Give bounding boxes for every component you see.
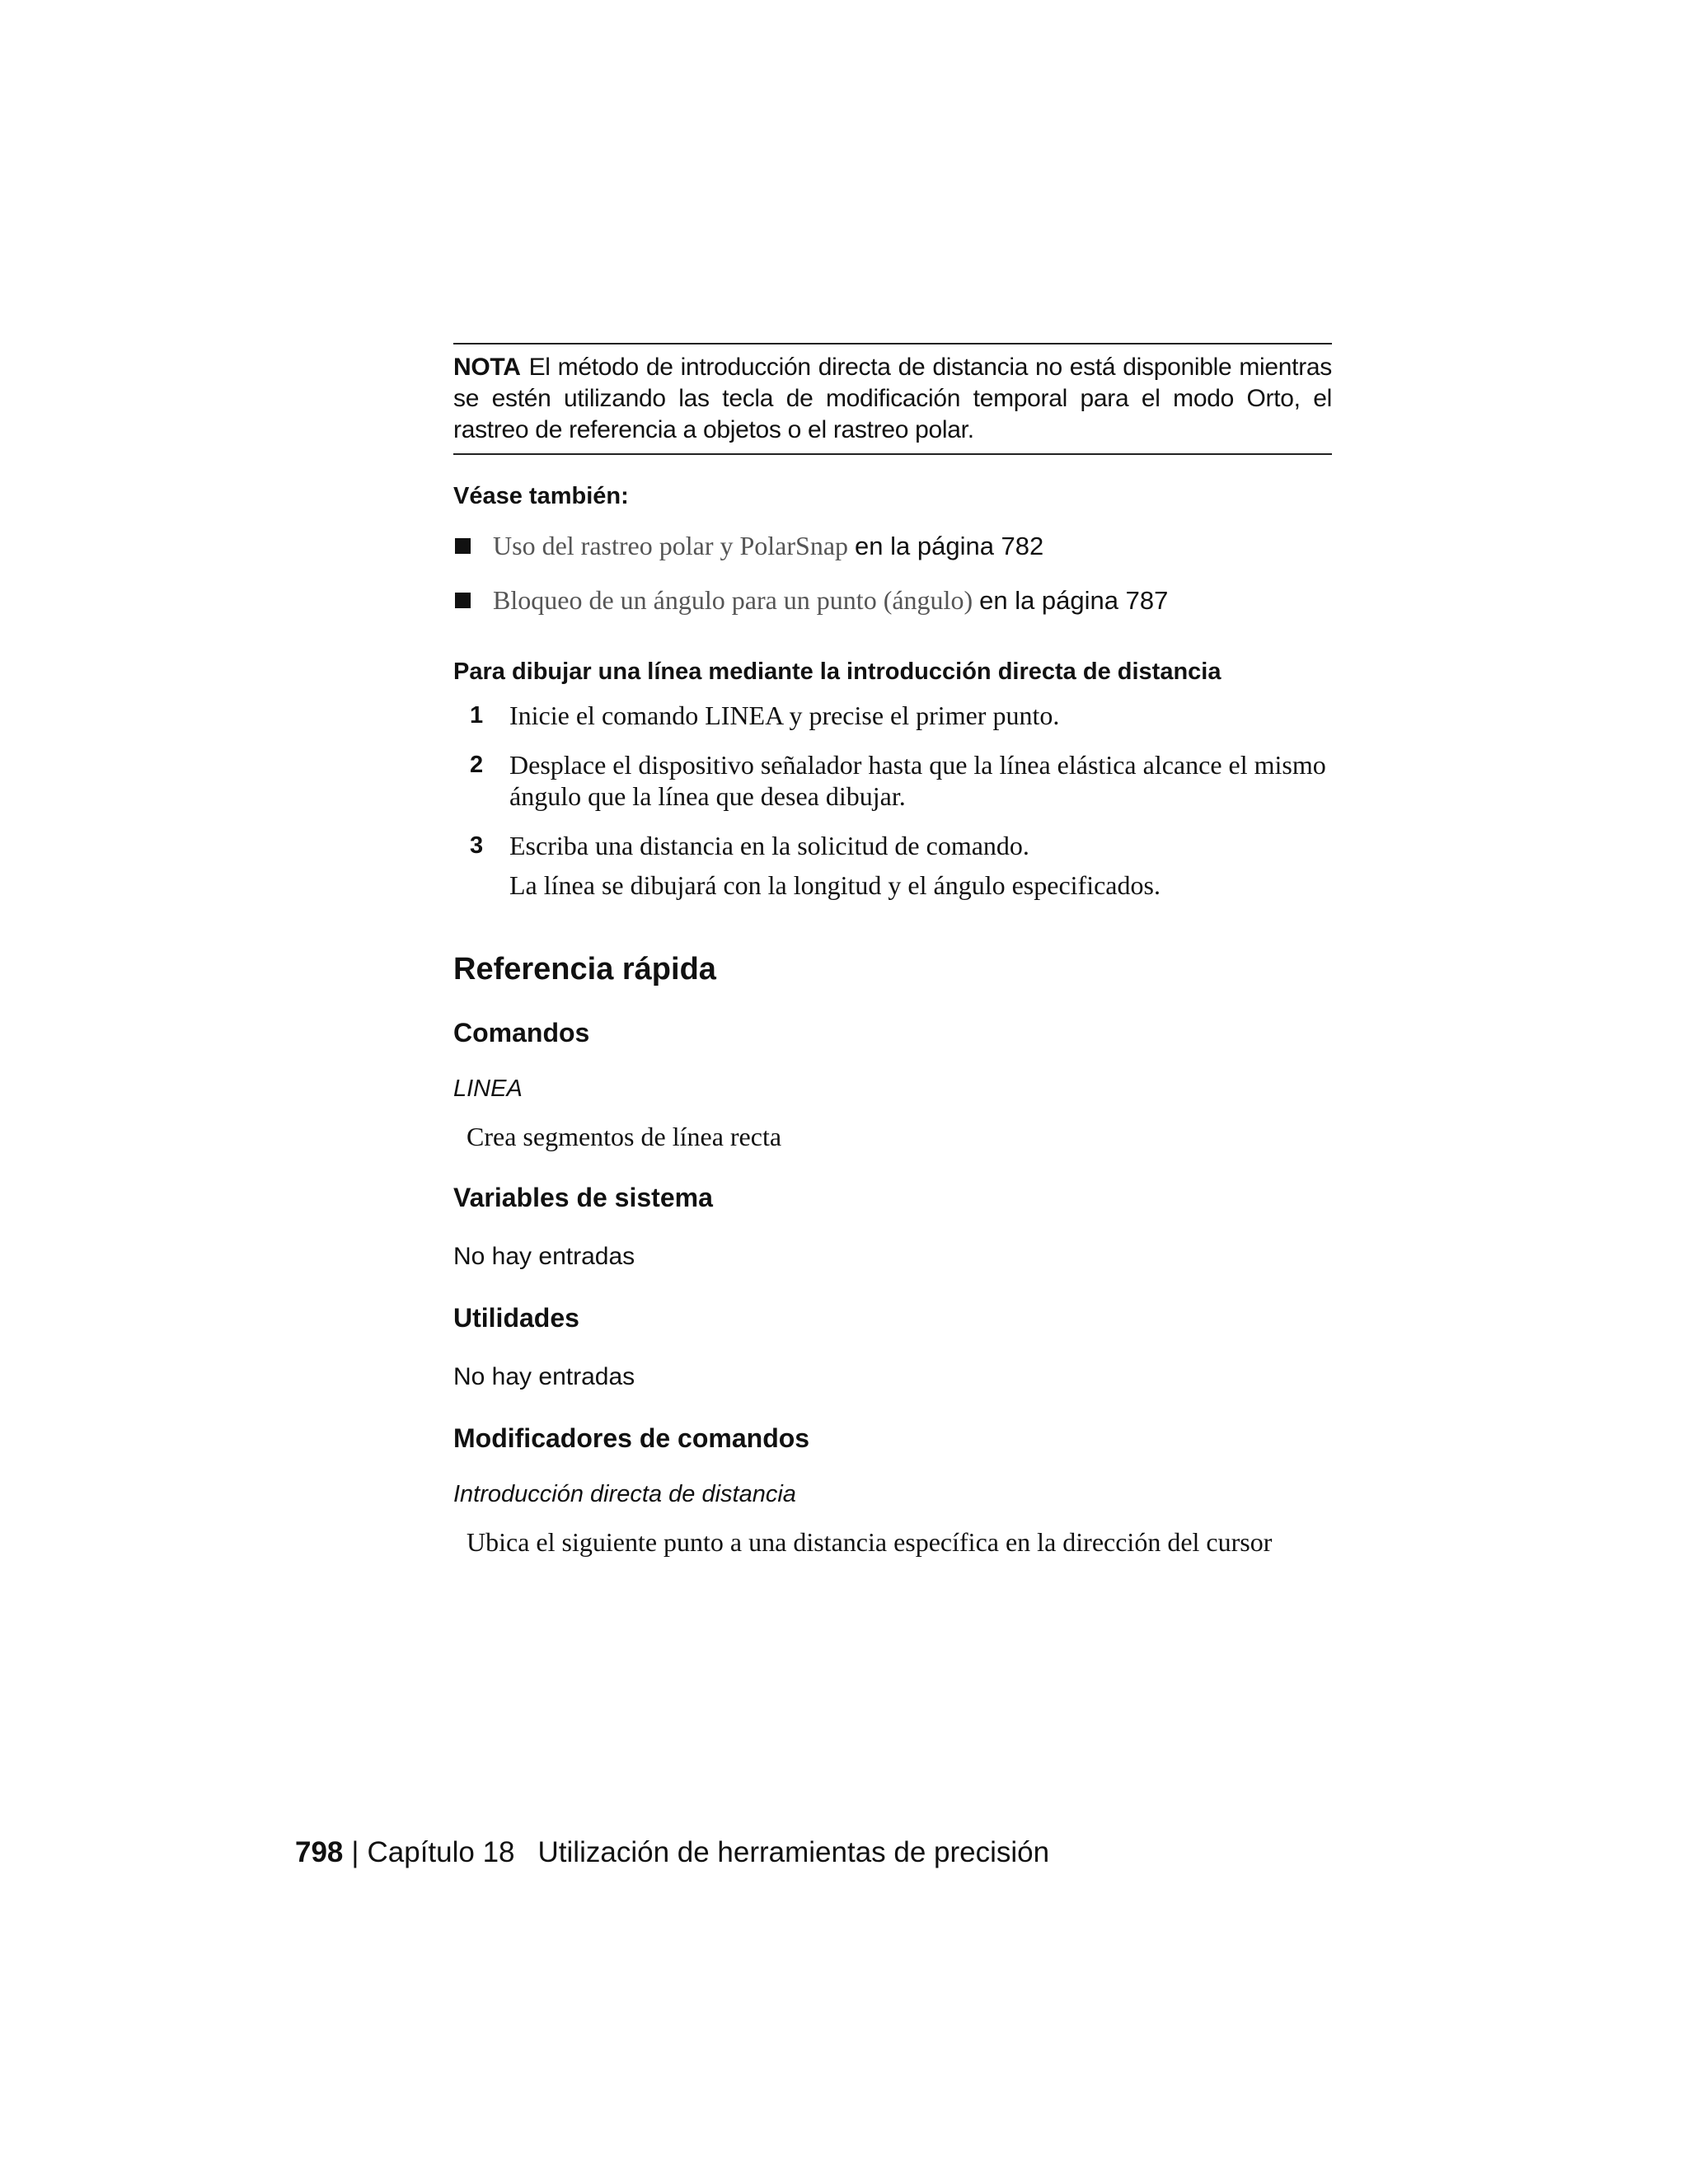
procedure-step <box>453 700 1332 731</box>
note-text: El método de introducción directa de distancia no está disponible mientras se estén utilizando las tecla de modificación temporal para el modo Orto, el rastreo de referencia a objetos o el rastreo polar. <box>453 354 1332 443</box>
see-also-list <box>453 527 1332 635</box>
step-text: Inicie el comando LINEA y precise el primer punto. <box>509 701 1060 730</box>
step-number: 1 <box>470 702 484 729</box>
note-box <box>453 343 1332 455</box>
step-number: 2 <box>470 752 484 778</box>
chapter-title: Utilización de herramientas de precisión <box>537 1836 1050 1868</box>
step-number: 3 <box>470 832 484 859</box>
step-result: La línea se dibujará con la longitud y el ángulo especificados. <box>509 870 1160 900</box>
square-bullet-icon <box>455 538 471 554</box>
see-also-page-ref: en la página 782 <box>855 532 1044 560</box>
see-also-item <box>453 581 1332 635</box>
modifier-name[interactable]: Introducción directa de distancia <box>453 1481 796 1507</box>
footer-separator: | <box>351 1836 359 1868</box>
page-content <box>453 343 1332 1560</box>
procedure-step <box>453 830 1332 901</box>
see-also-item <box>453 527 1332 581</box>
command-name[interactable]: LINEA <box>453 1076 523 1102</box>
step-text: Desplace el dispositivo señalador hasta que la línea elástica alcance el mismo ángulo que la línea que desea dibujar. <box>509 750 1326 811</box>
square-bullet-icon <box>455 593 471 608</box>
page-footer <box>295 1833 1049 1872</box>
command-description: Crea segmentos de línea recta <box>467 1122 782 1151</box>
quick-reference-heading: Referencia rápida <box>453 952 716 987</box>
note-label: NOTA <box>453 354 521 381</box>
page-number: 798 <box>295 1836 344 1868</box>
procedure-heading: Para dibujar una línea mediante la introducción directa de distancia <box>453 658 1221 685</box>
command-modifiers-heading: Modificadores de comandos <box>453 1423 810 1453</box>
see-also-link-polar-tracking[interactable]: Uso del rastreo polar y PolarSnap <box>493 531 849 560</box>
chapter-label: Capítulo 18 <box>367 1836 515 1868</box>
step-text: Escriba una distancia en la solicitud de comando. <box>509 831 1029 860</box>
utilities-entry: No hay entradas <box>453 1363 635 1390</box>
see-also-link-angle-lock[interactable]: Bloqueo de un ángulo para un punto (ángulo) <box>493 585 973 615</box>
modifier-description: Ubica el siguiente punto a una distancia específica en la dirección del cursor <box>467 1527 1273 1557</box>
procedure-step <box>453 749 1332 812</box>
system-variables-entry: No hay entradas <box>453 1243 635 1270</box>
commands-heading: Comandos <box>453 1018 590 1047</box>
see-also-heading: Véase también: <box>453 483 629 509</box>
procedure-steps <box>453 700 1332 901</box>
see-also-page-ref: en la página 787 <box>979 586 1169 615</box>
system-variables-heading: Variables de sistema <box>453 1183 713 1212</box>
utilities-heading: Utilidades <box>453 1303 579 1333</box>
